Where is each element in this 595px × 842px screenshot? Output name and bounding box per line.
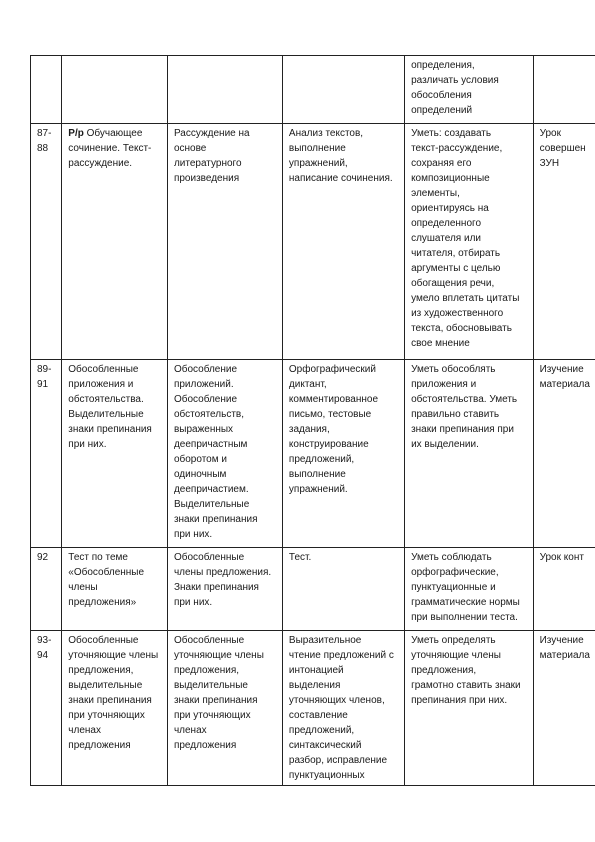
topic-rest: Обучающее [83,128,143,139]
topic-cell [62,124,168,360]
cell-line: членах [68,725,101,736]
cell-line: ориентируясь на [411,203,489,214]
cell-line: их выделении. [411,439,479,450]
cell-line: различать условия [411,75,499,86]
row-number-cell [31,360,62,548]
cell-line: читателя, отбирать [411,248,501,259]
cell-line: элементы, [411,188,460,199]
cell-line: текста, обосновывать [411,323,512,334]
cell-line: разбор, исправление [288,755,388,766]
cell-line: пунктуационных [288,770,365,781]
cell-line: задания, [288,424,330,435]
cell-line: конструирование [288,439,369,450]
topic-cell [62,56,168,124]
cell-line: знаки препинания [173,514,258,525]
cell-line: при них. [173,529,213,540]
cell-line: Урок конт [539,552,584,563]
cell-line: комментированное [288,394,379,405]
cell-line: Уметь соблюдать [411,552,492,563]
cell-line: оборотом и [173,454,227,465]
topic-cell [62,360,168,548]
cell-line: определенного [411,218,481,229]
cell-line: выполнение [288,469,346,480]
cell-line: Анализ текстов, [288,128,364,139]
cell-line: члены [68,582,98,593]
cell-line: чтение предложений с [288,650,394,661]
cell-line: выделительные [68,680,143,691]
cell-line: орфографические, [411,567,499,578]
cell-line: Обособление [173,364,238,375]
row-number-cell [31,124,62,360]
cell-line: деепричастием. [173,484,249,495]
cell-line: Изучение [539,635,584,646]
skills-cell [405,631,534,786]
cell-line: Обособленные [173,635,245,646]
cell-line: Уметь определять [411,635,496,646]
cell-line: предложения» [68,597,137,608]
cell-line: предложения, [411,665,477,676]
cell-line: Уметь обособлять [411,364,496,375]
content-cell [167,548,282,631]
cell-line: одиночным [173,469,227,480]
cell-line: уточняющие члены [68,650,159,661]
cell-line: сохраняя его [411,158,472,169]
cell-line: знаки препинания [173,695,258,706]
cell-line: при них. [173,597,213,608]
activity-cell [282,124,404,360]
topic-prefix: Р/р [68,128,84,139]
cell-line: знаки препинания [68,695,152,706]
cell-line: уточняющие члены [173,650,264,661]
cell-line: аргументы с целью [411,263,501,274]
cell-line: предложения [68,740,131,751]
lesson-type-cell [533,124,595,360]
cell-line: Изучение [539,364,584,375]
row-number-cell [31,548,62,631]
activity-cell [282,360,404,548]
cell-line: Тест. [288,552,312,563]
cell-line: приложения и [68,379,134,390]
cell-line: приложения и [411,379,477,390]
cell-line: рассуждение. [68,158,133,169]
skills-cell [405,56,534,124]
cell-line: Знаки препинания [173,582,259,593]
cell-line: совершен [539,143,586,154]
lesson-type-cell [533,56,595,124]
cell-line: составление [288,710,348,721]
cell-line: основе [173,143,207,154]
cell-line: пунктуационные и [411,582,496,593]
cell-line [68,126,162,141]
content-cell [167,360,282,548]
cell-line: из художественного [411,308,504,319]
cell-line: Выделительные [173,499,250,510]
table-row [31,631,595,786]
cell-line: 92 [37,552,49,563]
cell-line: уточняющие члены [411,650,501,661]
cell-line: обстоятельств, [173,409,244,420]
cell-line: Обособленные [68,364,139,375]
cell-line: предложения [173,740,237,751]
skills-cell [405,360,534,548]
cell-line: обстоятельства. Уметь [411,394,518,405]
cell-line: предложения, [68,665,134,676]
table-row [31,360,595,548]
table-row [31,56,595,124]
activity-cell [282,631,404,786]
cell-line: предложения, [173,665,240,676]
skills-cell [405,124,534,360]
cell-line: текст-рассуждение, [411,143,503,154]
cell-line: предложений, [288,725,355,736]
topic-cell [62,631,168,786]
cell-line: обстоятельства. [68,394,144,405]
activity-cell [282,56,404,124]
cell-line: материала [539,650,590,661]
lesson-type-cell [533,631,595,786]
skills-cell [405,548,534,631]
cell-line: «Обособленные [68,567,145,578]
cell-line: выраженных [173,424,234,435]
cell-line: диктант, [288,379,327,390]
cell-line: композиционные [411,173,490,184]
row-number-cell [31,56,62,124]
cell-line: письмо, тестовые [288,409,372,420]
cell-line: упражнений. [288,484,348,495]
cell-line: выделительные [173,680,248,691]
cell-line: члены предложения. [173,567,272,578]
cell-line: синтаксический [288,740,362,751]
cell-line: Выделительные [68,409,144,420]
cell-line: при выполнении теста. [411,612,518,623]
row-number-cell [31,631,62,786]
lesson-type-cell [533,360,595,548]
cell-line: правильно ставить [411,409,500,420]
content-cell [167,631,282,786]
cell-line: выполнение [288,143,346,154]
cell-line: упражнений, [288,158,348,169]
cell-line: слушателя или [411,233,481,244]
cell-line: 89- [37,364,52,375]
cell-line: определений [411,105,473,116]
cell-line: материала [539,379,590,390]
cell-line: Рассуждение на [173,128,250,139]
cell-line: Тест по теме [68,552,128,563]
lesson-type-cell [533,548,595,631]
cell-line: Урок [539,128,561,139]
cell-line: 91 [37,379,49,390]
cell-line: 87- [37,128,52,139]
content-cell [167,124,282,360]
cell-line: Обособленные [68,635,139,646]
cell-line: литературного [173,158,242,169]
cell-line: 94 [37,650,49,661]
cell-line: препинания при них. [411,695,508,706]
cell-line: уточняющих членов, [288,695,385,706]
cell-line: грамотно ставить знаки [411,680,521,691]
cell-line: выделения [288,680,341,691]
cell-line: приложений. [173,379,234,390]
table-row [31,548,595,631]
cell-line: интонацией [288,665,344,676]
cell-line: знаки препинания [68,424,152,435]
cell-line: произведения [173,173,240,184]
topic-cell [62,548,168,631]
cell-line: определения, [411,60,475,71]
cell-line: членах [173,725,207,736]
cell-line: при них. [68,439,107,450]
cell-line: при уточняющих [68,710,145,721]
cell-line: 88 [37,143,49,154]
cell-line: Обособление [173,394,238,405]
cell-line: Выразительное [288,635,362,646]
cell-line: обогащения речи, [411,278,495,289]
content-cell [167,56,282,124]
cell-line: Обособленные [173,552,245,563]
lesson-plan-table [30,55,595,786]
cell-line: обособления [411,90,472,101]
cell-line: грамматические нормы [411,597,520,608]
cell-line: при уточняющих [173,710,251,721]
cell-line: предложений, [288,454,355,465]
cell-line: ЗУН [539,158,560,169]
cell-line: умело вплетать цитаты [411,293,520,304]
cell-line: свое мнение [411,338,470,349]
activity-cell [282,548,404,631]
cell-line: Уметь: создавать [411,128,492,139]
cell-line: сочинение. Текст- [68,143,152,154]
cell-line: написание сочинения. [288,173,393,184]
cell-line: Орфографический [288,364,376,375]
cell-line: 93- [37,635,52,646]
table-row [31,124,595,360]
cell-line: деепричастным [173,439,248,450]
cell-line: знаки препинания при [411,424,514,435]
